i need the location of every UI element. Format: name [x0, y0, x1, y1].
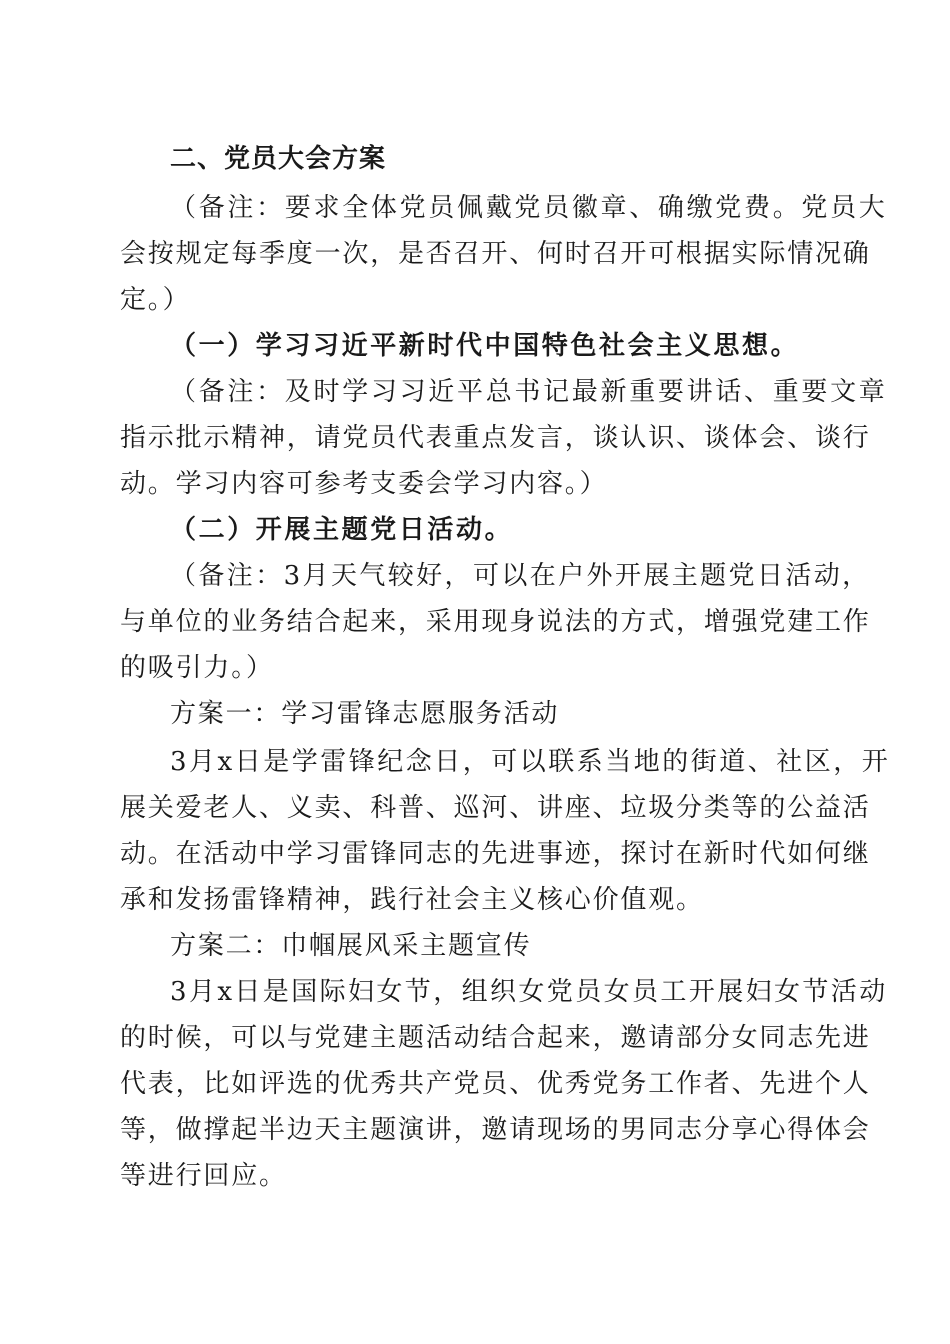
note3-line1	[0, 554, 950, 598]
plan1-line1	[0, 740, 950, 784]
note2-line1	[0, 370, 950, 414]
subsection-title: （二）开展主题党日活动。	[170, 515, 514, 545]
section-heading: 二、党员大会方案	[170, 144, 387, 174]
note1-line1	[0, 186, 950, 230]
plan1-line3	[0, 832, 950, 876]
paragraph-text: 与单位的业务结合起来，采用现身说法的方式，增强党建工作	[120, 607, 871, 637]
plan-title: 方案一：学习雷锋志愿服务活动	[170, 699, 560, 729]
plan2-line3	[0, 1062, 950, 1106]
paragraph-text: （备注：及时学习习近平总书记最新重要讲话、重要文章	[170, 377, 888, 407]
paragraph-text: 等，做撑起半边天主题演讲，邀请现场的男同志分享心得体会	[120, 1115, 871, 1145]
paragraph-text: 展关爱老人、义卖、科普、巡河、讲座、垃圾分类等的公益活	[120, 793, 871, 823]
note3-line2	[0, 600, 950, 644]
plan1-line4	[0, 878, 950, 922]
plan2-line1	[0, 970, 950, 1014]
paragraph-text: 指示批示精神，请党员代表重点发言，谈认识、谈体会、谈行	[120, 423, 871, 453]
paragraph-text: 动。在活动中学习雷锋同志的先进事迹，探讨在新时代如何继	[120, 839, 871, 869]
plan1-title-line	[0, 692, 950, 736]
note1-line3	[0, 278, 950, 322]
plan2-line5	[0, 1154, 950, 1198]
plan1-line2	[0, 786, 950, 830]
note2-line2	[0, 416, 950, 460]
note3-line3	[0, 646, 950, 690]
heading-line	[0, 137, 950, 181]
paragraph-text: 3月x日是学雷锋纪念日，可以联系当地的街道、社区，开	[170, 747, 891, 777]
paragraph-text: 定。）	[120, 285, 191, 315]
plan2-line4	[0, 1108, 950, 1152]
section2-line	[0, 508, 950, 552]
paragraph-text: 动。学习内容可参考支委会学习内容。）	[120, 469, 608, 499]
paragraph-text: 承和发扬雷锋精神，践行社会主义核心价值观。	[120, 885, 704, 915]
paragraph-text: （备注：要求全体党员佩戴党员徽章、确缴党费。党员大	[170, 193, 888, 223]
paragraph-text: 的时候，可以与党建主题活动结合起来，邀请部分女同志先进	[120, 1023, 871, 1053]
paragraph-text: 等进行回应。	[120, 1161, 287, 1191]
subsection-title: （一）学习习近平新时代中国特色社会主义思想。	[170, 331, 800, 361]
plan2-line2	[0, 1016, 950, 1060]
paragraph-text: 会按规定每季度一次，是否召开、何时召开可根据实际情况确	[120, 239, 871, 269]
paragraph-text: 3月x日是国际妇女节，组织女党员女员工开展妇女节活动	[170, 977, 888, 1007]
note2-line3	[0, 462, 950, 506]
section1-line	[0, 324, 950, 368]
paragraph-text: 的吸引力。）	[120, 653, 274, 683]
paragraph-text: 代表，比如评选的优秀共产党员、优秀党务工作者、先进个人	[120, 1069, 871, 1099]
plan2-title-line	[0, 924, 950, 968]
note1-line2	[0, 232, 950, 276]
paragraph-text: （备注：3月天气较好，可以在户外开展主题党日活动，	[170, 561, 871, 591]
plan-title: 方案二：巾帼展风采主题宣传	[170, 931, 532, 961]
